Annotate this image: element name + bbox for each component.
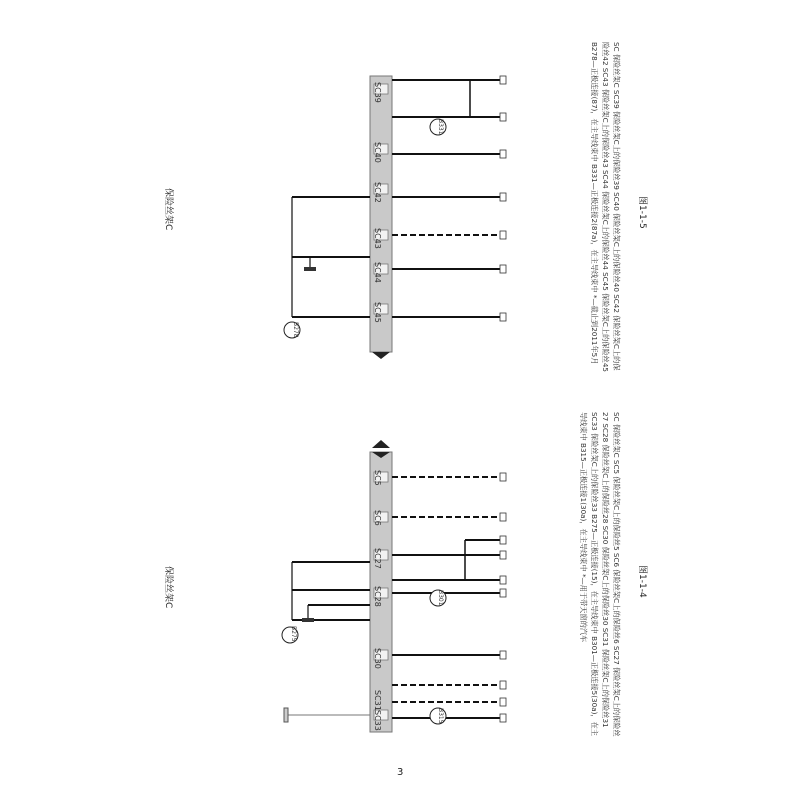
fuse-label: SC45 [373, 302, 382, 323]
fuse-label: SC27 [373, 548, 382, 569]
left-diagram-legend: SC 保险丝架C SC5 保险丝架C上的保险丝5 SC6 保险丝架C上的保险丝6 SC27 保险丝架C上的保险丝27 SC28 保险丝架C上的保险丝28 SC30 保险丝架C上的保险丝30 SC31 保险丝架C上的保险丝31 SC33 保险丝架C上的保险丝33 B275—正极连接(15)，在主导线束中 B301—正极连接5(30a)，在主导线束中 B315—正极连接1(30a)，在主导线束中 *—用于带天窗的汽车 [579, 412, 621, 737]
fuse-label: SC6 [373, 510, 382, 526]
connector-label: B315 [437, 708, 444, 724]
fuse-label: SC28 [373, 586, 382, 607]
fuse-label: SC42 [373, 182, 382, 203]
fuse-label: SC30 [373, 648, 382, 669]
left-figure-caption: 图1-1-4 [637, 565, 647, 598]
fuse-label: SC5 [373, 470, 382, 486]
right-wiring-diagram [270, 72, 550, 362]
right-diagram-title: 保险丝架C [163, 188, 173, 231]
right-figure-caption: 图1-1-5 [637, 196, 647, 229]
rail-arrow-icon [372, 440, 390, 448]
fuse-label: SC33 [373, 710, 382, 731]
connector-label: B301 [437, 590, 444, 606]
left-wiring-diagram [270, 440, 550, 740]
left-diagram-title: 保险丝架C [163, 566, 173, 609]
fuse-label: SC44 [373, 262, 382, 283]
connector-label: B275 [290, 626, 297, 642]
fuse-label: SC40 [373, 142, 382, 163]
fuse-label: SC39 [373, 82, 382, 103]
right-diagram-legend: SC 保险丝架C SC39 保险丝架C上的保险丝39 SC40 保险丝架C上的保险丝40 SC42 保险丝架C上的保险丝42 SC43 保险丝架C上的保险丝43 SC44 保险丝架C上的保险丝44 SC45 保险丝架C上的保险丝45 B278—正极连接(87)，在主导线束中 B331—正极连接2(87a)，在主导线束中 *—截止到2011年5月 [590, 42, 621, 372]
rail-arrow-icon [372, 352, 390, 359]
connector-label: B331 [437, 119, 444, 135]
page-number: 3 [397, 767, 404, 778]
connector-label: B278 [292, 322, 299, 338]
fuse-label: SC43 [373, 228, 382, 249]
fuse-label: SC31 [373, 690, 382, 711]
